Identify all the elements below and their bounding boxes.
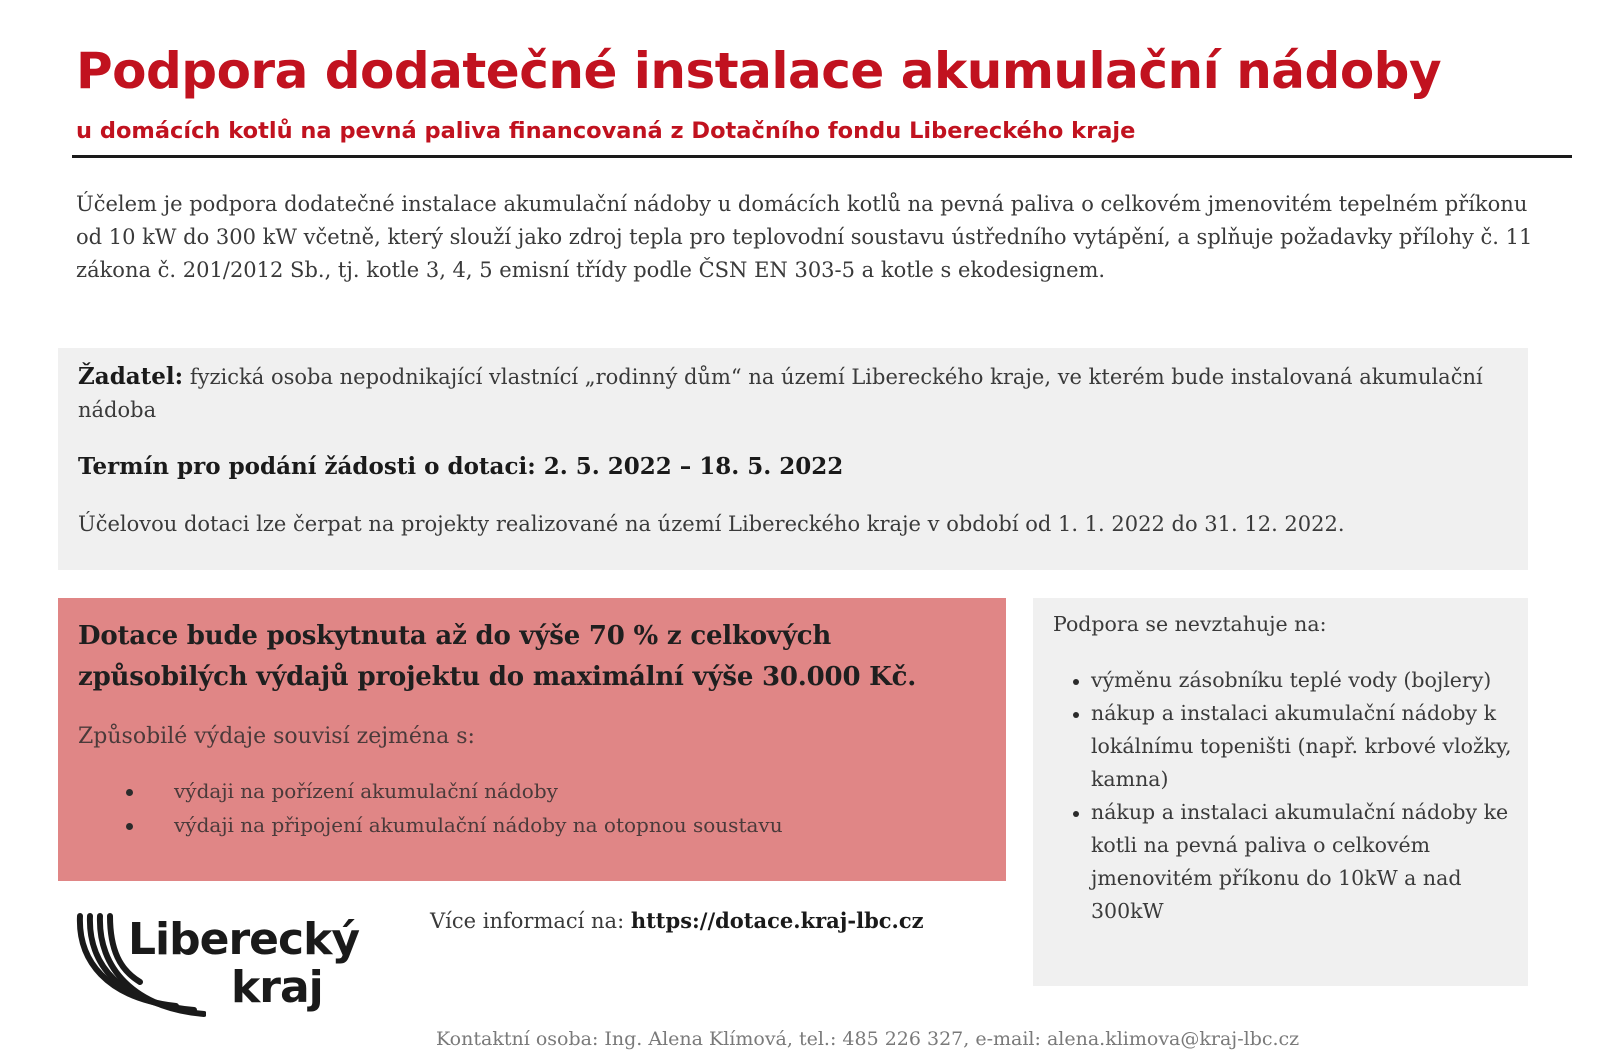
liberecky-kraj-logo	[76, 910, 376, 1040]
bullet-icon	[1073, 679, 1079, 685]
applicant-paragraph	[78, 360, 1498, 427]
page-title: Podpora dodatečné instalace akumulační nádoby	[76, 42, 1442, 100]
period-text: Účelovou dotaci lze čerpat na projekty realizované na území Libereckého kraje v období od 1. 1. 2022 do 31. 12. 2022.	[78, 512, 1345, 536]
bullet-icon	[126, 823, 133, 830]
eligible-item-text: výdaji na pořízení akumulační nádoby	[174, 779, 558, 803]
contact-line: Kontaktní osoba: Ing. Alena Klímová, tel.: 485 226 327, e-mail: alena.klimova@kraj-lbc.cz	[436, 1028, 1300, 1050]
logo-text-line1: Liberecký	[128, 914, 360, 965]
bullet-icon	[1073, 811, 1079, 817]
more-info-label: Více informací na:	[430, 909, 625, 933]
list-item	[1053, 697, 1513, 796]
eligible-item-text: výdaji na připojení akumulační nádoby na otopnou soustavu	[174, 813, 783, 837]
applicant-text: fyzická osoba nepodnikající vlastnící „rodinný dům“ na území Libereckého kraje, ve kterém bude instalovaná akumulační nádoba	[78, 365, 1483, 422]
intro-paragraph: Účelem je podpora dodatečné instalace akumulační nádoby u domácích kotlů na pevná paliva o celkovém jmenovitém tepelném příkonu od 10 kW do 300 kW včetně, který slouží jako zdroj tepla pro teplovodní soustavu ústředního vytápění, a splňuje požadavky přílohy č. 11 zákona č. 201/2012 Sb., tj. kotle 3, 4, 5 emisní třídy podle ČSN EN 303-5 a kotle s ekodesignem.	[76, 192, 1533, 282]
more-info-link[interactable]: https://dotace.kraj-lbc.cz	[630, 908, 924, 933]
eligible-list	[78, 774, 978, 842]
exclusion-item-text: nákup a instalaci akumulační nádoby k lokálnímu topeništi (např. krbové vložky, kamna)	[1091, 701, 1512, 791]
bullet-icon	[1073, 712, 1079, 718]
exclusions-title: Podpora se nevztahuje na:	[1053, 612, 1327, 636]
more-info	[430, 904, 1030, 938]
applicant-label: Žadatel:	[78, 363, 184, 390]
deadline-text: Termín pro podání žádosti o dotaci: 2. 5. 2022 – 18. 5. 2022	[78, 453, 844, 480]
bullet-icon	[126, 789, 133, 796]
list-item	[78, 774, 978, 808]
list-item	[78, 808, 978, 842]
exclusion-item-text: výměnu zásobníku teplé vody (bojlery)	[1091, 668, 1492, 692]
grant-headline: Dotace bude poskytnuta až do výše 70 % z celkových způsobilých výdajů projektu do maximální výše 30.000 Kč.	[78, 621, 917, 692]
exclusions-list	[1053, 664, 1513, 928]
logo-text-line2: kraj	[231, 962, 323, 1013]
list-item	[1053, 796, 1513, 928]
title-divider	[72, 155, 1572, 158]
list-item	[1053, 664, 1513, 697]
exclusion-item-text: nákup a instalaci akumulační nádoby ke kotli na pevná paliva o celkovém jmenovitém příkonu do 10kW a nad 300kW	[1091, 800, 1509, 923]
page-subtitle: u domácích kotlů na pevná paliva financovaná z Dotačního fondu Libereckého kraje	[76, 118, 1136, 144]
eligible-intro: Způsobilé výdaje souvisí zejména s:	[78, 724, 475, 749]
